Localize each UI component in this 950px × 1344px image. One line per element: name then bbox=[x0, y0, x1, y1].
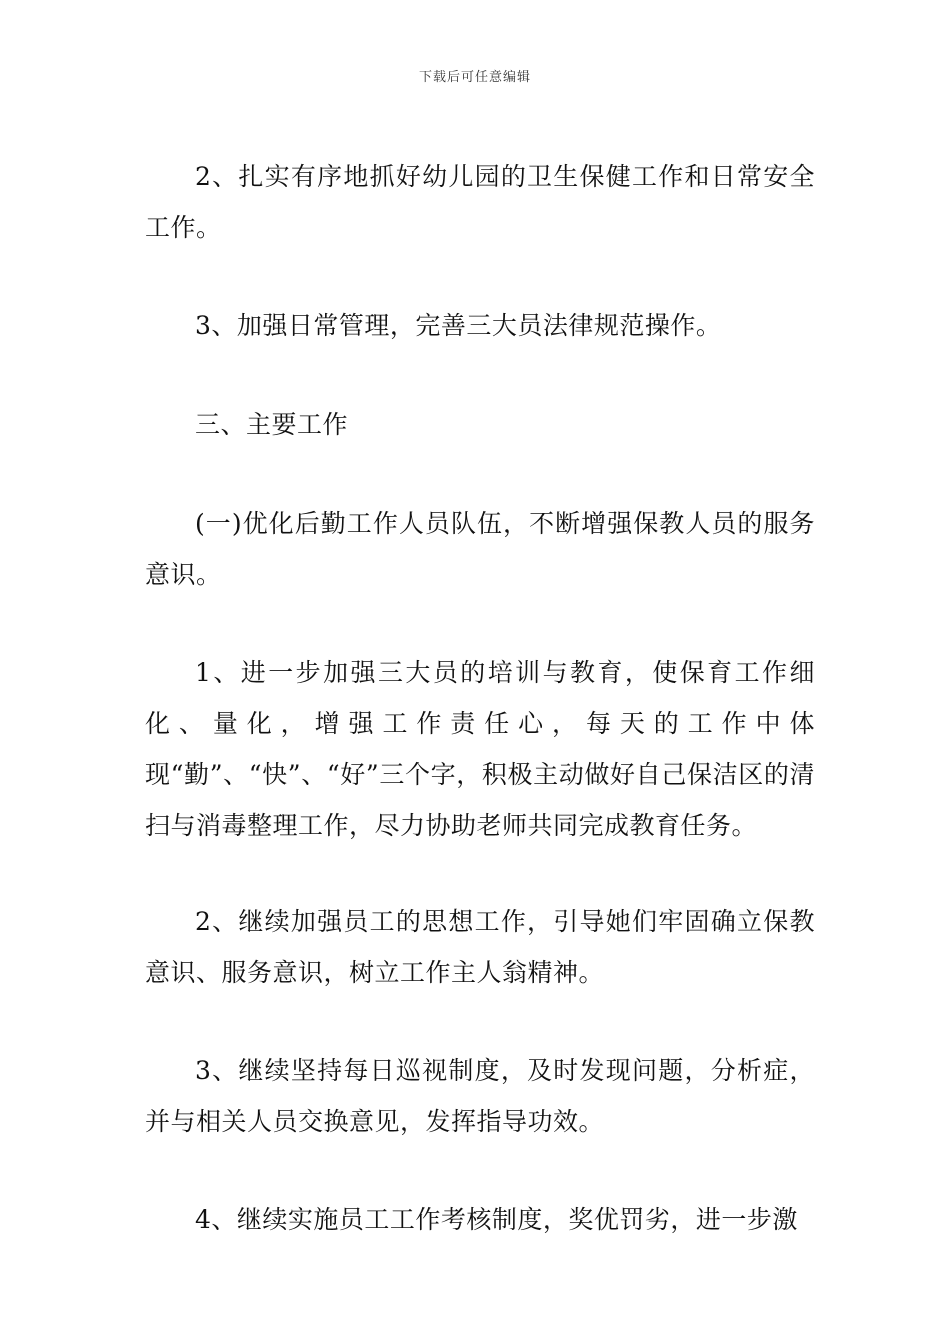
paragraph-2: 3、加强日常管理，完善三大员法律规范操作。 bbox=[195, 311, 722, 340]
subsection-heading: (一)优化后勤工作人员队伍，不断增强保教人员的服务意识。 bbox=[145, 509, 815, 589]
page-header: 下载后可任意编辑 bbox=[418, 70, 531, 85]
paragraph-7: 3、继续坚持每日巡视制度，及时发现问题，分析症，并与相关人员交换意见，发挥指导功效。 bbox=[145, 1056, 815, 1136]
paragraph-1: 2、扎实有序地抓好幼儿园的卫生保健工作和日常安全工作。 bbox=[145, 162, 815, 242]
paragraph-6: 2、继续加强员工的思想工作，引导她们牢固确立保教意识、服务意识，树立工作主人翁精神。 bbox=[145, 907, 815, 987]
paragraph-8: 4、继续实施员工工作考核制度，奖优罚劣，进一步激 bbox=[195, 1205, 798, 1234]
section-heading: 三、主要工作 bbox=[195, 410, 349, 439]
paragraph-5: 1、进一步加强三大员的培训与教育，使保育工作细化、量化，增强工作责任心，每天的工作中体现“勤”、“快”、“好”三个字，积极主动做好自己保洁区的清扫与消毒整理工作，尽力协助老师共同完成教育任务。 bbox=[145, 658, 815, 840]
